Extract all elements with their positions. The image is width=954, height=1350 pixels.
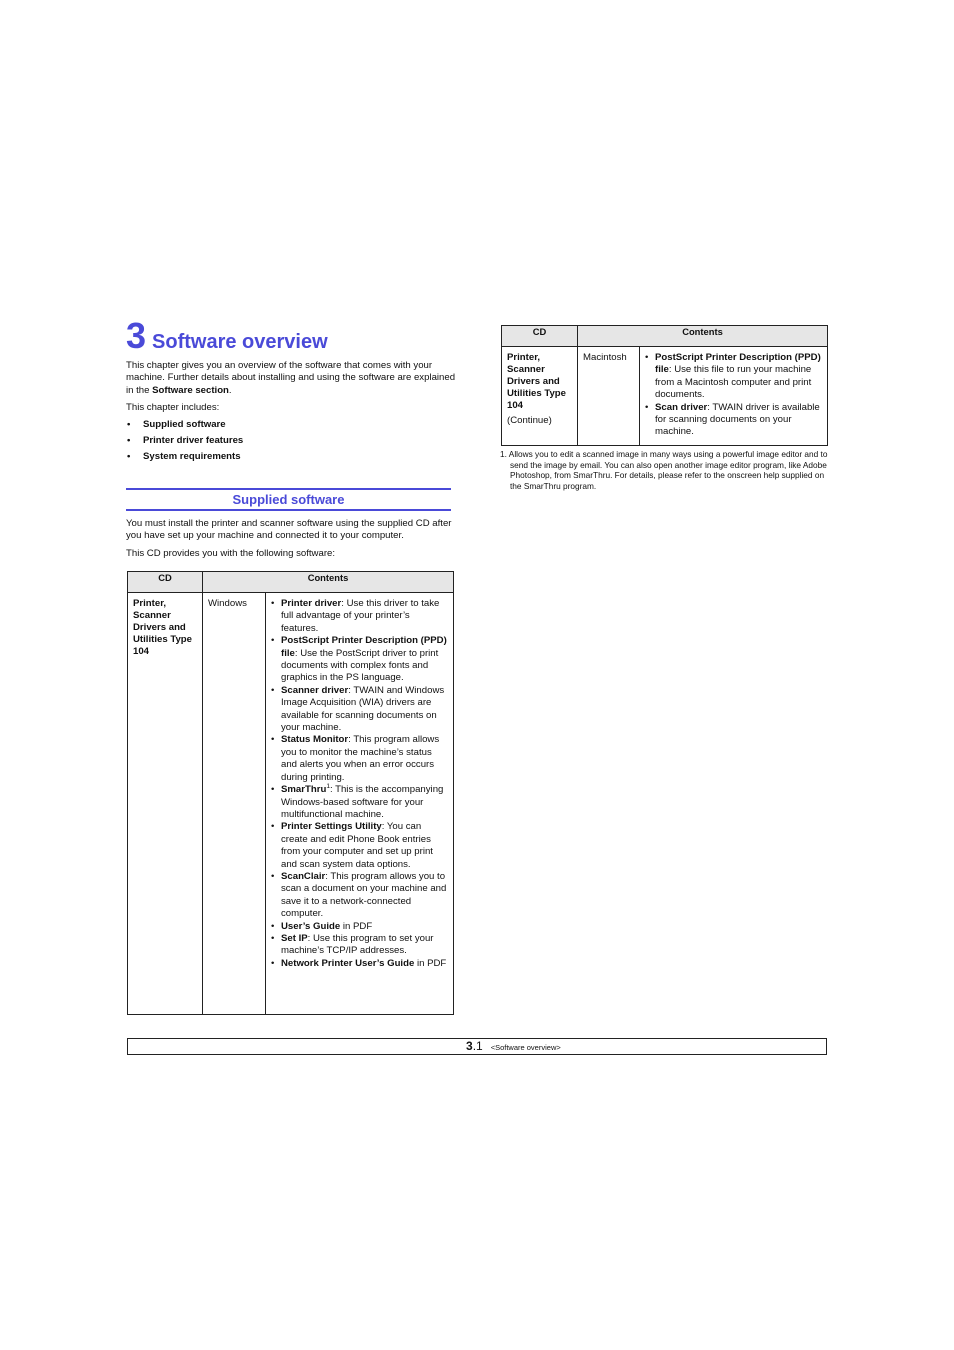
feature-desc: : Use the PostScript driver to print documents with complex fonts and graphics in the PS language. bbox=[281, 647, 439, 684]
feature-desc: : You can create and edit Phone Book entries from your computer and set up print and scan system data options. bbox=[281, 821, 433, 870]
list-item bbox=[281, 921, 448, 933]
footnote bbox=[500, 449, 830, 491]
chapter-title-text: Software overview bbox=[152, 331, 328, 353]
list-item bbox=[281, 958, 448, 970]
feature-desc: : Use this driver to take full advantage of your printer’s features. bbox=[281, 598, 440, 634]
intro-end: . bbox=[228, 384, 232, 396]
cd-name-cell: Printer, Scanner Drivers and Utilities Type 104 bbox=[128, 593, 203, 1015]
list-item bbox=[281, 821, 448, 871]
feature-name: Scan driver bbox=[655, 401, 708, 413]
list-item bbox=[281, 598, 448, 635]
os-cell: Macintosh bbox=[578, 347, 640, 446]
feature-desc: in PDF bbox=[340, 920, 373, 932]
toc-item: • System requirements bbox=[126, 451, 243, 467]
chapter-title bbox=[126, 316, 466, 356]
software-table-mac bbox=[501, 325, 828, 446]
feature-name: Set IP bbox=[281, 932, 308, 944]
feature-desc: : TWAIN and Windows Image Acquisition (WIA) drivers are available for scanning documents on your machine. bbox=[281, 684, 445, 734]
feature-desc: : Use this file to run your machine from a Macintosh computer and print documents. bbox=[655, 364, 812, 401]
list-item bbox=[281, 933, 448, 958]
list-item bbox=[281, 685, 448, 735]
section-heading: Supplied software bbox=[126, 488, 451, 511]
contents-cell bbox=[266, 593, 454, 1015]
toc-item: • Printer driver features bbox=[126, 435, 243, 451]
table-header-cd: CD bbox=[128, 572, 203, 593]
feature-list bbox=[271, 598, 448, 970]
feature-desc: : TWAIN driver is available for scanning documents on your machine. bbox=[655, 401, 820, 438]
intro-paragraph bbox=[126, 360, 456, 397]
page-footer bbox=[127, 1038, 827, 1055]
feature-name: SmarThru bbox=[281, 784, 327, 796]
software-table-windows bbox=[127, 571, 454, 1015]
continue-note: (Continue) bbox=[507, 415, 552, 426]
contents-cell bbox=[640, 347, 828, 446]
feature-desc: : This program allows you to scan a document on your machine and save it to a network-connected computer. bbox=[281, 870, 447, 920]
feature-desc: in PDF bbox=[414, 957, 447, 969]
feature-name: Printer driver bbox=[281, 598, 342, 609]
table-header-contents: Contents bbox=[203, 572, 454, 593]
feature-name: ScanClair bbox=[281, 870, 326, 882]
intro-text: This chapter gives you an overview of the software that comes with your machine. Further details about installing and using the software are explained in the bbox=[126, 360, 456, 396]
list-item bbox=[281, 784, 448, 821]
page-number-major: 3 bbox=[466, 1039, 473, 1053]
os-cell: Windows bbox=[203, 593, 266, 1015]
list-item bbox=[281, 635, 448, 685]
cd-name-cell bbox=[502, 347, 578, 446]
section-paragraph: You must install the printer and scanner software using the supplied CD after you have set up your machine and connected it to your computer. bbox=[126, 518, 452, 542]
chapter-number: 3 bbox=[126, 315, 147, 356]
page-number-minor: .1 bbox=[472, 1039, 483, 1053]
table-header-cd: CD bbox=[502, 326, 578, 347]
includes-label: This chapter includes: bbox=[126, 402, 220, 413]
feature-name: User’s Guide bbox=[281, 920, 341, 932]
list-item bbox=[281, 734, 448, 784]
feature-list bbox=[645, 352, 822, 439]
chapter-toc bbox=[126, 419, 243, 467]
footnote-text: Allows you to edit a scanned image in many ways using a powerful image editor and to send the image by email. You can also open another image editor program, like Adobe Photoshop, from SmarThru. For details, please refer to the onscreen help supplied on the SmarThru program. bbox=[508, 449, 828, 491]
cd-name: Printer, Scanner Drivers and Utilities Type 104 bbox=[507, 352, 566, 411]
list-item bbox=[655, 402, 822, 439]
table-header-contents: Contents bbox=[578, 326, 828, 347]
feature-desc: : Use this program to set your machine’s TCP/IP addresses. bbox=[281, 932, 434, 957]
feature-name: PostScript Printer Description (PPD) file bbox=[281, 635, 447, 659]
feature-desc: : This program allows you to monitor the machine’s status and alerts you when an error occurs during printing. bbox=[281, 734, 440, 783]
feature-name: Status Monitor bbox=[281, 734, 349, 746]
intro-bold: Software section bbox=[152, 384, 229, 396]
footnote-ref: 1 bbox=[326, 783, 330, 791]
toc-item: • Supplied software bbox=[126, 419, 243, 435]
feature-desc: : This is the accompanying Windows-based software for your multifunctional machine. bbox=[281, 784, 444, 820]
feature-name: Network Printer User’s Guide bbox=[281, 957, 415, 969]
feature-name: Scanner driver bbox=[281, 684, 349, 696]
list-item bbox=[655, 352, 822, 402]
feature-name: PostScript Printer Description (PPD) file bbox=[655, 352, 821, 376]
section-paragraph: This CD provides you with the following software: bbox=[126, 548, 336, 559]
feature-name: Printer Settings Utility bbox=[281, 821, 382, 833]
page-number bbox=[466, 1039, 483, 1053]
footnote-marker: 1. bbox=[500, 449, 507, 459]
list-item bbox=[281, 871, 448, 921]
footer-label: <Software overview> bbox=[490, 1043, 561, 1052]
